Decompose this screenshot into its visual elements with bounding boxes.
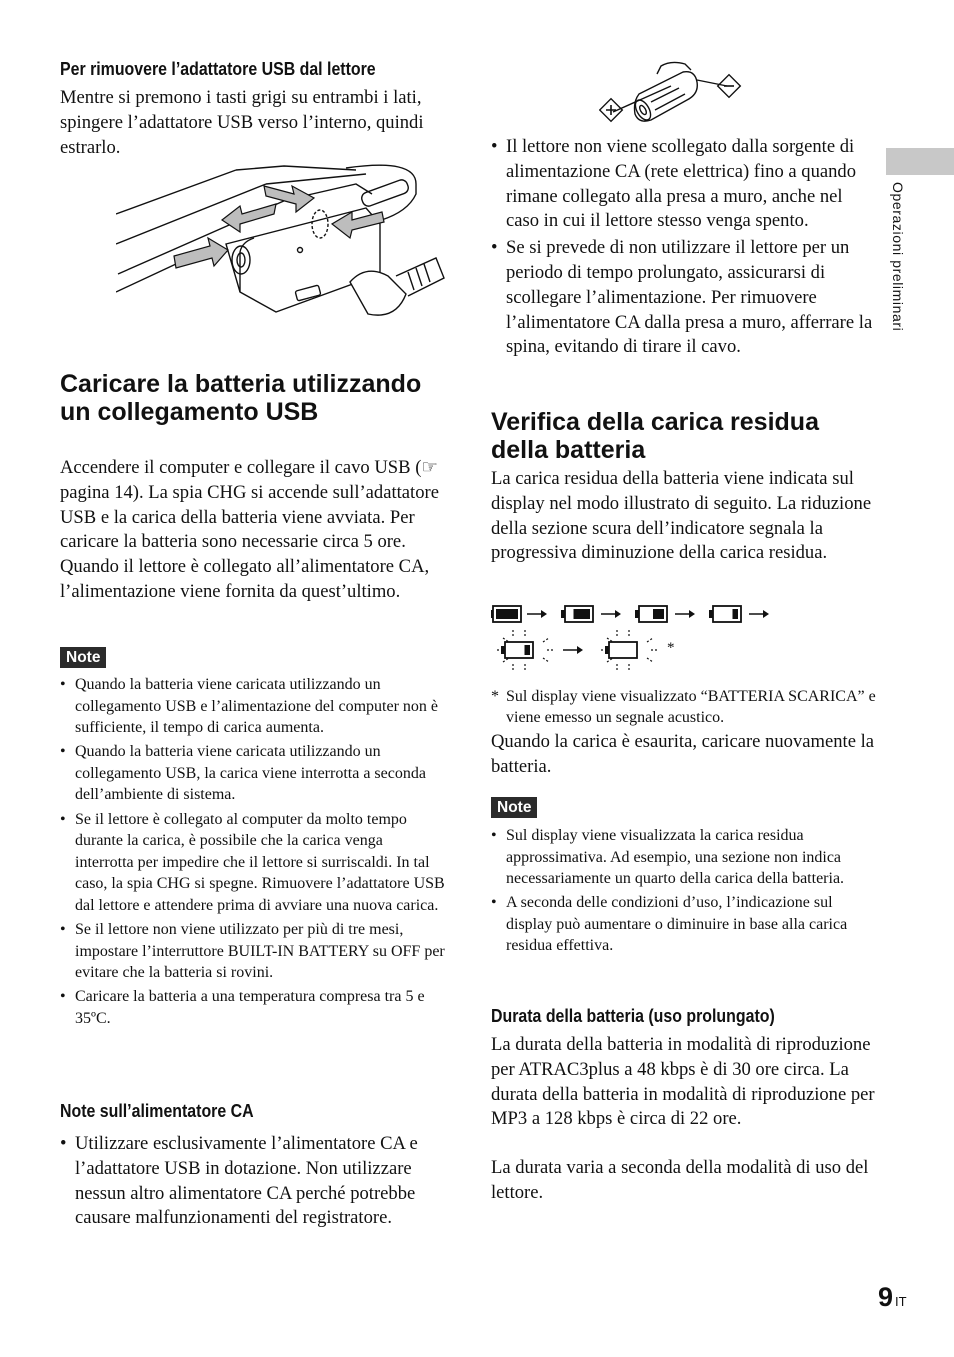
residual-notes-list xyxy=(491,825,876,960)
section-side-label: Operazioni preliminari xyxy=(890,182,906,332)
note-item: • Quando la batteria viene caricata utilizzando un collegamento USB e l’alimentazione del computer non è sufficiente, il tempo di carica aumenta. xyxy=(60,674,445,739)
battery-footnote xyxy=(491,686,876,728)
battery-charge-fill xyxy=(653,609,664,619)
note-badge: Note xyxy=(491,797,537,818)
arrow-head xyxy=(577,646,583,654)
blink-ray xyxy=(543,658,549,662)
page-language: IT xyxy=(895,1294,907,1309)
note-item: • Se il lettore non viene utilizzato per più di tre mesi, impostare l’interruttore BUILT-IN BATTERY su OFF per evitare che la batteria si rovini. xyxy=(60,919,445,984)
arrow-head xyxy=(763,610,769,618)
battery-duration-text-2: La durata varia a seconda della modalità di uso del lettore. xyxy=(491,1157,869,1203)
note-item: • Caricare la batteria a una temperatura compresa tra 5 e 35ºC. xyxy=(60,986,445,1029)
battery-empty-text: Quando la carica è esaurita, caricare nuovamente la batteria. xyxy=(491,731,875,777)
footnote-mark: * xyxy=(491,688,499,705)
ac-adapter-item: • Se si prevede di non utilizzare il lettore per un periodo di tempo prolungato, assicurarsi di scollegare l’alimentazione. Per rimuovere l’alimentatore CA dalla presa a muro, afferrare la spina, evitando di tirare il cavo. xyxy=(491,236,876,360)
residual-charge-heading: Verifica della carica residua della batteria xyxy=(491,408,819,464)
battery-icon xyxy=(609,642,637,658)
usb-adapter-illustration xyxy=(116,164,446,334)
battery-charge-fill xyxy=(525,645,531,655)
battery-indicator-sequence xyxy=(491,600,791,672)
ac-adapter-item: • Utilizzare esclusivamente l’alimentatore CA e l’adattatore USB in dotazione. Non utilizzare nessun altro alimentatore CA perché potrebbe causare malfunzionamenti del registratore. xyxy=(60,1132,445,1231)
ac-adapter-heading: Note sull’alimentatore CA xyxy=(60,1100,254,1121)
plug-polarity-illustration xyxy=(599,58,749,126)
ac-adapter-item: • Il lettore non viene scollegato dalla sorgente di alimentazione CA (rete elettrica) fino a quando rimane collegato alla presa a muro, anche nel caso in cui il lettore stesso venga spento. xyxy=(491,135,876,234)
battery-charge-fill xyxy=(733,609,739,619)
arrow-head xyxy=(615,610,621,618)
page-number-value: 9 xyxy=(878,1282,894,1312)
battery-terminal xyxy=(561,610,565,618)
charge-usb-heading: Caricare la batteria utilizzando un collegamento USB xyxy=(60,370,422,426)
section-tab-marker xyxy=(886,148,954,175)
charge-usb-text xyxy=(60,456,445,605)
charge-notes-list xyxy=(60,674,445,1032)
usb-remove-text: Mentre si premono i tasti grigi su entrambi i lati, spingere l’adattatore USB verso l’interno, quindi estrarlo. xyxy=(60,87,424,158)
ac-adapter-list-continued xyxy=(491,135,876,362)
blink-ray xyxy=(543,638,549,642)
battery-terminal xyxy=(635,610,639,618)
page-number xyxy=(878,1282,907,1313)
charge-usb-text-part1: Accendere il computer e collegare il cavo USB ( xyxy=(60,457,422,478)
charge-usb-text-part2: pagina 14). La spia CHG si accende sull’adattatore USB e la carica della batteria viene avviata. Per caricare la batteria sono necessarie circa 5 ore. Quando il lettore è collegato all’alimentatore CA, l’alimentazione viene fornita da quest’ultimo. xyxy=(60,481,439,602)
note-item: • A seconda delle condizioni d’uso, l’indicazione sul display può aumentare o diminuire in base alla carica residua effettiva. xyxy=(491,892,876,957)
note-badge: Note xyxy=(60,647,106,668)
footnote-text: Sul display viene visualizzato “BATTERIA SCARICA” e viene emesso un segnale acustico. xyxy=(506,688,876,726)
blink-ray xyxy=(647,638,653,642)
footnote-asterisk: * xyxy=(667,640,675,656)
blink-ray xyxy=(647,658,653,662)
battery-duration-heading: Durata della batteria (uso prolungato) xyxy=(491,1005,775,1026)
battery-terminal xyxy=(709,610,713,618)
note-item: • Quando la batteria viene caricata utilizzando un collegamento USB, la carica viene interrotta a seconda dell’ambiente di sistema. xyxy=(60,741,445,806)
page-reference-icon: ☞ xyxy=(421,457,439,478)
ac-adapter-list xyxy=(60,1132,445,1233)
usb-remove-heading: Per rimuovere l’adattatore USB dal lettore xyxy=(60,58,376,79)
battery-terminal xyxy=(491,610,493,618)
note-item: • Se il lettore è collegato al computer da molto tempo durante la carica, è possibile che la carica venga interrotta per impedire che il lettore si surriscaldi. In tal caso, la spia CHG si spegne. Rimuovere l’adattatore USB dal lettore e attendere prima di avviare una nuova carica. xyxy=(60,809,445,917)
residual-charge-text: La carica residua della batteria viene indicata sul display nel modo illustrato di seguito. La riduzione della sezione scura dell’indicatore segnala la progressiva diminuzione della carica residua. xyxy=(491,468,872,564)
battery-duration-text: La durata della batteria in modalità di riproduzione per ATRAC3plus a 48 kbps è di 30 ore circa. La durata della batteria in modalità di riproduzione per MP3 a 128 kbps è circa di 22 ore. xyxy=(491,1034,875,1130)
battery-charge-fill xyxy=(496,609,518,619)
arrow-head xyxy=(689,610,695,618)
battery-charge-fill xyxy=(574,609,591,619)
note-item: • Sul display viene visualizzata la carica residua approssimativa. Ad esempio, una sezione non indica necessariamente un quarto della carica della batteria. xyxy=(491,825,876,890)
arrow-head xyxy=(541,610,547,618)
